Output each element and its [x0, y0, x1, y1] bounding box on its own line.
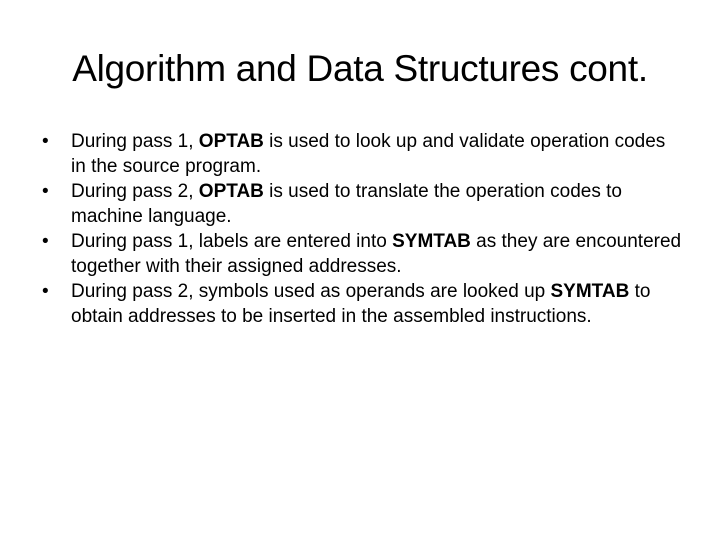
bullet-text-bold: OPTAB — [198, 181, 264, 202]
bullet-item — [42, 230, 682, 279]
bullet-text-before: During pass 1, — [71, 131, 199, 152]
bullet-list — [42, 130, 682, 330]
bullet-dot-icon: • — [42, 181, 49, 202]
bullet-item — [42, 280, 682, 329]
bullet-text-after: as they are encountered together with their assigned addresses. — [71, 231, 682, 277]
bullet-text-before: During pass 2, symbols used as operands are looked up — [71, 281, 551, 302]
bullet-item — [42, 130, 682, 179]
bullet-dot-icon: • — [42, 131, 49, 152]
bullet-item — [42, 180, 682, 229]
bullet-text-after: is used to look up and validate operation codes in the source program. — [71, 131, 666, 177]
bullet-text-bold: OPTAB — [198, 131, 264, 152]
slide-title: Algorithm and Data Structures cont. — [72, 48, 648, 89]
bullet-text-before: During pass 2, — [71, 181, 199, 202]
bullet-text-after: to obtain addresses to be inserted in the assembled instructions. — [71, 281, 651, 327]
bullet-text-before: During pass 1, labels are entered into — [71, 231, 393, 252]
bullet-text-after: is used to translate the operation codes to machine language. — [71, 181, 622, 227]
bullet-dot-icon: • — [42, 231, 49, 252]
bullet-text-bold: SYMTAB — [550, 281, 630, 302]
bullet-text-bold: SYMTAB — [392, 231, 471, 252]
bullet-dot-icon: • — [42, 281, 49, 302]
